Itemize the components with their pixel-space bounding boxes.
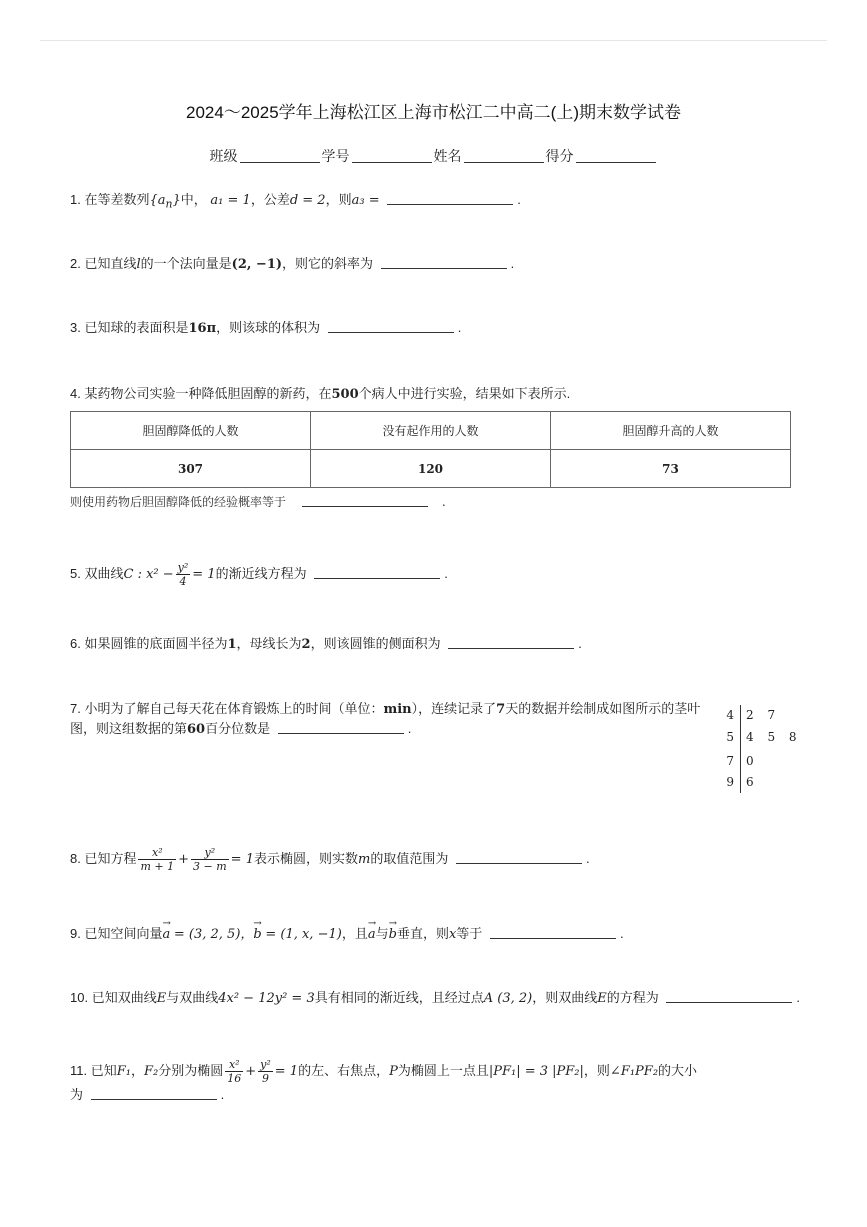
q1-text-a: 在等差数列 — [84, 192, 150, 207]
name-blank[interactable] — [464, 148, 544, 163]
question-11-line2 — [70, 1085, 224, 1105]
q10-end: . — [796, 990, 801, 1005]
q11-text-b: 分别为椭圆 — [158, 1062, 224, 1078]
q11-text-c: 的左、右焦点， — [298, 1062, 390, 1078]
q9-vector-a: → a — [162, 925, 170, 945]
q2-line-l: l — [136, 257, 141, 272]
q10-answer-blank[interactable] — [666, 989, 792, 1003]
q10-text-a: 已知双曲线 — [91, 990, 157, 1005]
q9-eq-b: = (1, x, −1) — [265, 927, 342, 942]
q2-normal-vector: (2, −1) — [231, 257, 283, 272]
q9-text-e: 等于 — [456, 926, 483, 941]
q6-radius: 1 — [227, 637, 237, 652]
q7-unit: min — [383, 702, 412, 717]
top-divider — [40, 40, 827, 41]
q11-text-f: 的大小 — [658, 1062, 698, 1078]
q5-text-b: 的渐近线方程为 — [215, 565, 307, 581]
table-cell: 307 — [71, 450, 311, 488]
name-label: 姓名 — [433, 148, 462, 164]
q9-text-d: 垂直，则 — [396, 926, 449, 941]
q2-text-b: 的一个法向量是 — [140, 256, 232, 271]
q4-number: 4. — [70, 386, 81, 401]
q4-answer-blank[interactable] — [302, 493, 428, 507]
q4-text-a: 某药物公司实验一种降低胆固醇的新药，在 — [84, 386, 332, 401]
q7-answer-blank[interactable] — [278, 720, 404, 734]
q9-vector-a-ref: → a — [368, 925, 376, 945]
q8-plus: + — [178, 851, 190, 867]
question-10 — [70, 988, 800, 1009]
q11-angle: ∠F₁PF₂ — [609, 1063, 659, 1079]
q7-line1-a: 小明为了解自己每天花在体育锻炼上的时间（单位： — [84, 701, 384, 716]
q11-answer-blank[interactable] — [91, 1086, 217, 1100]
q1-a1: a₁ = 1 — [210, 193, 251, 208]
q7-number: 7. — [70, 701, 81, 716]
q8-end: . — [585, 850, 590, 866]
q9-text-b: ，且 — [341, 926, 368, 941]
question-6 — [70, 634, 582, 655]
q4-results-table — [70, 411, 791, 488]
student-info-line — [0, 146, 867, 166]
q5-fraction: $\frac{\text{y²}}{4}$ — [177, 561, 189, 588]
class-label: 班级 — [209, 148, 238, 164]
q3-answer-blank[interactable] — [328, 319, 454, 333]
table-header-cell: 没有起作用的人数 — [311, 412, 551, 450]
q10-e-ref: E — [597, 991, 607, 1006]
question-8 — [70, 846, 590, 873]
table-row — [71, 450, 791, 488]
q11-f1: F₁ — [116, 1063, 131, 1079]
q1-end: . — [517, 192, 521, 207]
score-blank[interactable] — [576, 148, 656, 163]
page-title: 2024～2025学年上海松江区上海市松江二中高二(上)期末数学试卷 — [186, 103, 681, 122]
q10-point: A (3, 2) — [483, 991, 533, 1006]
q11-end: . — [220, 1087, 225, 1102]
q7-end: . — [407, 721, 412, 736]
q4-patient-count: 500 — [331, 387, 359, 402]
student-id-blank[interactable] — [352, 148, 432, 163]
q10-equation: 4x² − 12y² = 3 — [218, 991, 315, 1006]
table-header-cell: 胆固醇升高的人数 — [551, 412, 791, 450]
q5-text-a: 双曲线 — [84, 565, 124, 581]
q8-number: 8. — [70, 850, 81, 866]
q1-answer-blank[interactable] — [387, 191, 513, 205]
q9-text-c: 与 — [375, 926, 389, 941]
table-cell: 120 — [311, 450, 551, 488]
q4-note: 则使用药物后胆固醇降低的经验概率等于 — [70, 495, 287, 509]
q6-text-a: 如果圆锥的底面圆半径为 — [84, 636, 228, 651]
q1-text-c: ，公差 — [250, 192, 290, 207]
q10-number: 10. — [70, 990, 89, 1005]
q7-percentile: 60 — [187, 722, 206, 737]
q9-number: 9. — [70, 926, 81, 941]
table-header-cell: 胆固醇降低的人数 — [71, 412, 311, 450]
q11-condition: |PF₁| = 3 |PF₂| — [488, 1063, 584, 1079]
q8-eq: = 1 — [230, 851, 254, 867]
q6-text-b: ，母线长为 — [236, 636, 302, 651]
q8-text-a: 已知方程 — [84, 850, 137, 866]
q2-text-a: 已知直线 — [84, 256, 137, 271]
q1-text-b: 中， — [180, 192, 207, 207]
q7-line2-a: 图，则这组数据的第 — [70, 721, 188, 736]
q9-x: x — [448, 927, 457, 942]
question-7-line2 — [70, 719, 411, 740]
q5-answer-blank[interactable] — [314, 565, 440, 579]
q1-d: d = 2 — [289, 193, 326, 208]
q9-text-a: 已知空间向量 — [84, 926, 163, 941]
q4-end: . — [441, 495, 446, 509]
q9-end: . — [619, 926, 624, 941]
q11-f2: F₂ — [144, 1063, 159, 1079]
q10-text-d: ，则双曲线 — [532, 990, 598, 1005]
table-cell: 73 — [551, 450, 791, 488]
q10-text-e: 的方程为 — [606, 990, 659, 1005]
q9-vector-b-ref: → b — [389, 925, 397, 945]
question-11 — [70, 1058, 697, 1085]
q11-plus: + — [245, 1063, 257, 1079]
q6-end: . — [578, 636, 582, 651]
q2-text-c: ，则它的斜率为 — [282, 256, 374, 271]
q10-text-b: 与双曲线 — [166, 990, 219, 1005]
q6-text-c: ，则该圆锥的侧面积为 — [310, 636, 441, 651]
q11-text-d: 为椭圆上一点且 — [397, 1062, 489, 1078]
q11-text-a: 已知 — [90, 1062, 117, 1078]
q11-number: 11. — [70, 1062, 88, 1078]
q11-fraction-y: $\frac{\text{y²}}{9}$ — [260, 1058, 271, 1085]
q1-sequence: $\{a_n\}$ — [149, 193, 181, 211]
q3-text-a: 已知球的表面积是 — [84, 320, 189, 335]
q10-e: E — [156, 991, 167, 1006]
q2-number: 2. — [70, 256, 81, 271]
q6-number: 6. — [70, 636, 81, 651]
q1-text-d: ，则 — [325, 192, 352, 207]
q3-number: 3. — [70, 320, 81, 335]
q11-fraction-x: $\frac{\text{x²}}{16}$ — [227, 1058, 242, 1085]
question-1 — [70, 190, 521, 215]
question-3 — [70, 318, 461, 339]
q8-fraction-y: $\frac{\text{y²}}{3 - m}$ — [193, 846, 227, 873]
q8-text-b: 表示椭圆，则实数 — [253, 850, 358, 866]
q7-line1-c: 天的数据并绘制成如图所示的茎叶 — [505, 701, 701, 716]
q11-line2: 为 — [70, 1087, 84, 1102]
q7-line1-b: ），连续记录了 — [411, 701, 497, 716]
question-4 — [70, 384, 570, 405]
question-2 — [70, 254, 514, 275]
q5-eq-b: = 1 — [192, 566, 216, 582]
q3-text-b: ，则该球的体积为 — [216, 320, 321, 335]
q5-eq-a: C : x² − — [123, 566, 174, 582]
q3-end: . — [457, 320, 462, 335]
q5-number: 5. — [70, 565, 81, 581]
q9-eq-a: = (3, 2, 5)， — [173, 927, 254, 942]
q1-number: 1. — [70, 192, 81, 207]
q2-answer-blank[interactable] — [381, 255, 507, 269]
q2-end: . — [510, 256, 515, 271]
q8-answer-blank[interactable] — [456, 850, 582, 864]
q7-days: 7 — [496, 702, 506, 717]
question-7 — [70, 699, 700, 720]
q8-text-c: 的取值范围为 — [370, 850, 449, 866]
q11-eq: = 1 — [274, 1063, 299, 1079]
q9-answer-blank[interactable] — [490, 925, 616, 939]
q5-end: . — [444, 565, 448, 581]
score-label: 得分 — [545, 148, 574, 164]
q4-text-b: 个病人中进行实验，结果如下表所示. — [358, 386, 571, 401]
q9-vector-b: → b — [253, 925, 261, 945]
q10-text-c: 具有相同的渐近线，且经过点 — [314, 990, 484, 1005]
table-header-row — [71, 412, 791, 450]
class-blank[interactable] — [240, 148, 320, 163]
question-5 — [70, 561, 448, 588]
q8-fraction-x: $\frac{\text{x²}}{m + 1}$ — [140, 846, 175, 873]
q1-a3: a₃ = — [351, 193, 380, 208]
question-9 — [70, 924, 624, 945]
q11-text-e: ，则 — [583, 1062, 610, 1078]
student-id-label: 学号 — [321, 148, 350, 164]
q7-line2-b: 百分位数是 — [205, 721, 271, 736]
stem-divider — [740, 705, 741, 793]
q4-followup — [70, 493, 446, 510]
q11-sep: ， — [130, 1062, 144, 1078]
q8-m: m — [357, 851, 371, 867]
q6-slant: 2 — [301, 637, 311, 652]
q3-area: 16π — [188, 321, 217, 336]
q11-p: P — [389, 1063, 398, 1079]
q6-answer-blank[interactable] — [448, 635, 574, 649]
